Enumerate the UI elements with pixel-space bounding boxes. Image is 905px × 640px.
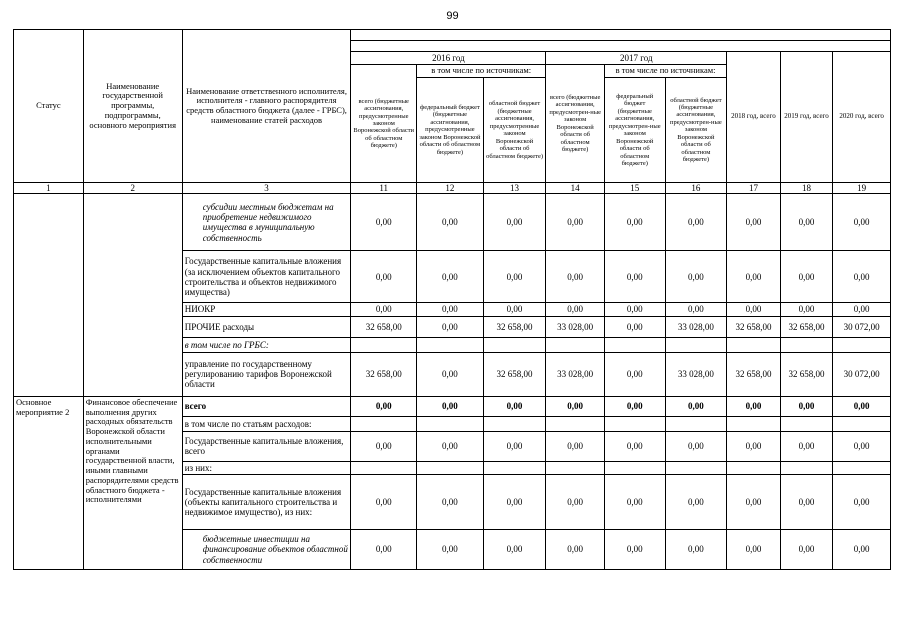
value-cell	[351, 416, 417, 431]
value-cell: 0,00	[417, 475, 484, 530]
row-label: субсидии местным бюджетам на приобретение недвижимого имущества в муниципальную собственность	[182, 194, 351, 251]
row-label: всего	[182, 396, 351, 416]
value-cell: 0,00	[483, 431, 546, 461]
value-cell: 0,00	[351, 251, 417, 303]
value-cell: 0,00	[780, 431, 833, 461]
value-cell: 0,00	[604, 303, 665, 316]
header-year-2016: 2016 год	[351, 52, 546, 65]
budget-table	[13, 29, 891, 570]
value-cell: 0,00	[604, 194, 665, 251]
value-cell: 0,00	[727, 303, 781, 316]
value-cell: 0,00	[351, 530, 417, 570]
header-blank-second	[351, 41, 891, 52]
row-label: ПРОЧИЕ расходы	[182, 316, 351, 337]
value-cell	[727, 337, 781, 352]
value-cell: 0,00	[727, 431, 781, 461]
value-cell	[417, 416, 484, 431]
value-cell: 0,00	[604, 475, 665, 530]
value-cell: 32 658,00	[351, 316, 417, 337]
value-cell: 0,00	[833, 303, 891, 316]
value-cell: 32 658,00	[483, 352, 546, 396]
col-num: 1	[14, 183, 84, 194]
value-cell: 0,00	[604, 251, 665, 303]
status-main-event-2: Основное мероприятие 2	[14, 396, 84, 569]
header-executor: Наименование ответственного исполнителя, исполнителя - главного распорядителя средств областного бюджета (далее - ГРБС), наименование статей расходов	[182, 30, 351, 183]
value-cell	[351, 461, 417, 474]
header-total-2017: всего (бюджетные ассигнования, предусмотрен-ные законом Воронежской области об областном бюджете)	[546, 65, 605, 183]
value-cell: 0,00	[780, 194, 833, 251]
value-cell: 0,00	[417, 303, 484, 316]
value-cell	[727, 416, 781, 431]
value-cell: 33 028,00	[665, 316, 727, 337]
value-cell: 0,00	[780, 303, 833, 316]
value-cell: 0,00	[604, 431, 665, 461]
value-cell: 0,00	[483, 396, 546, 416]
col-num: 2	[83, 183, 182, 194]
value-cell: 30 072,00	[833, 352, 891, 396]
value-cell: 33 028,00	[546, 352, 605, 396]
value-cell: 0,00	[780, 530, 833, 570]
value-cell: 0,00	[417, 352, 484, 396]
value-cell: 0,00	[780, 396, 833, 416]
value-cell: 33 028,00	[665, 352, 727, 396]
header-2018: 2018 год, всего	[727, 52, 781, 183]
row-label: в том числе по статьям расходов:	[182, 416, 351, 431]
value-cell: 0,00	[780, 251, 833, 303]
value-cell: 0,00	[665, 431, 727, 461]
header-status: Статус	[14, 30, 84, 183]
value-cell: 0,00	[417, 431, 484, 461]
program-cell-empty	[83, 194, 182, 396]
value-cell	[833, 337, 891, 352]
value-cell: 0,00	[351, 475, 417, 530]
value-cell	[833, 461, 891, 474]
col-num: 3	[182, 183, 351, 194]
col-num: 19	[833, 183, 891, 194]
value-cell: 0,00	[546, 530, 605, 570]
value-cell	[483, 461, 546, 474]
value-cell: 0,00	[604, 316, 665, 337]
header-federal-2016: федеральный бюджет (бюджетные ассигнования, предусмотренные законом Воронежской области об областном бюджете)	[417, 78, 484, 183]
value-cell: 33 028,00	[546, 316, 605, 337]
header-2019: 2019 год, всего	[780, 52, 833, 183]
col-num: 12	[417, 183, 484, 194]
value-cell: 0,00	[604, 396, 665, 416]
header-total-2016: всего (бюджетные ассигнования, предусмотренные законом Воронежской области об областном бюджете)	[351, 65, 417, 183]
value-cell: 0,00	[546, 194, 605, 251]
value-cell: 0,00	[665, 251, 727, 303]
value-cell: 0,00	[351, 431, 417, 461]
header-2020: 2020 год, всего	[833, 52, 891, 183]
value-cell	[483, 416, 546, 431]
row-label: управление по государственному регулированию тарифов Воронежской области	[182, 352, 351, 396]
value-cell: 0,00	[351, 396, 417, 416]
header-sources-2017: в том числе по источникам:	[604, 65, 726, 78]
value-cell	[604, 416, 665, 431]
value-cell: 0,00	[417, 316, 484, 337]
header-sources-2016: в том числе по источникам:	[417, 65, 546, 78]
value-cell: 0,00	[665, 530, 727, 570]
header-regional-2016: областной бюджет (бюджетные ассигнования, предусмотренные законом Воронежской области об областном бюджете)	[483, 78, 546, 183]
value-cell: 32 658,00	[351, 352, 417, 396]
header-program: Наименование государственной программы, подпрограммы, основного мероприятия	[83, 30, 182, 183]
value-cell: 0,00	[665, 475, 727, 530]
row-label: бюджетные инвестиции на финансирование объектов областной собственности	[182, 530, 351, 570]
value-cell: 0,00	[483, 251, 546, 303]
col-num: 17	[727, 183, 781, 194]
value-cell: 0,00	[546, 431, 605, 461]
value-cell: 32 658,00	[780, 352, 833, 396]
value-cell: 0,00	[417, 251, 484, 303]
value-cell	[417, 337, 484, 352]
value-cell: 0,00	[351, 303, 417, 316]
value-cell: 0,00	[546, 396, 605, 416]
value-cell: 0,00	[833, 251, 891, 303]
value-cell	[665, 416, 727, 431]
value-cell: 32 658,00	[780, 316, 833, 337]
value-cell: 32 658,00	[727, 316, 781, 337]
header-blank-top	[351, 30, 891, 41]
value-cell: 0,00	[665, 194, 727, 251]
value-cell: 0,00	[483, 303, 546, 316]
header-federal-2017: федеральный бюджет (бюджетные ассигнования, предусмотрен-ные законом Воронежской области об областном бюджете)	[604, 78, 665, 183]
value-cell: 0,00	[417, 530, 484, 570]
value-cell: 0,00	[604, 530, 665, 570]
value-cell: 0,00	[417, 194, 484, 251]
value-cell: 0,00	[833, 194, 891, 251]
column-number-row	[14, 183, 891, 194]
value-cell: 0,00	[546, 251, 605, 303]
program-main-event-2: Финансовое обеспечение выполнения других расходных обязательств Воронежской области исполнительными органами государственной власти, иными главными распорядителями средств областного бюджета - исполнителями	[83, 396, 182, 569]
value-cell	[604, 461, 665, 474]
value-cell	[665, 461, 727, 474]
col-num: 18	[780, 183, 833, 194]
value-cell: 0,00	[833, 431, 891, 461]
row-label: Государственные капитальные вложения (за исключением объектов капитального строительства и объектов недвижимого имущества)	[182, 251, 351, 303]
value-cell: 0,00	[727, 530, 781, 570]
value-cell: 0,00	[483, 475, 546, 530]
value-cell: 0,00	[833, 475, 891, 530]
page-number: 99	[446, 10, 459, 22]
value-cell: 0,00	[483, 530, 546, 570]
value-cell: 0,00	[604, 352, 665, 396]
table-row	[14, 396, 891, 416]
value-cell	[780, 337, 833, 352]
value-cell	[483, 337, 546, 352]
table-row	[14, 194, 891, 251]
value-cell: 0,00	[780, 475, 833, 530]
row-label: Государственные капитальные вложения (объекты капитального строительства и недвижимое имущество), из них:	[182, 475, 351, 530]
value-cell: 0,00	[833, 530, 891, 570]
value-cell	[604, 337, 665, 352]
row-label: НИОКР	[182, 303, 351, 316]
value-cell	[665, 337, 727, 352]
value-cell: 0,00	[727, 251, 781, 303]
value-cell: 0,00	[546, 303, 605, 316]
header-year-2017: 2017 год	[546, 52, 727, 65]
value-cell	[833, 416, 891, 431]
status-cell-empty	[14, 194, 84, 396]
col-num: 15	[604, 183, 665, 194]
value-cell	[780, 416, 833, 431]
value-cell: 0,00	[833, 396, 891, 416]
value-cell	[546, 461, 605, 474]
col-num: 16	[665, 183, 727, 194]
value-cell: 0,00	[665, 303, 727, 316]
row-label: Государственные капитальные вложения, всего	[182, 431, 351, 461]
value-cell: 0,00	[727, 396, 781, 416]
row-label: из них:	[182, 461, 351, 474]
col-num: 13	[483, 183, 546, 194]
value-cell: 0,00	[727, 194, 781, 251]
value-cell: 0,00	[665, 396, 727, 416]
value-cell	[546, 416, 605, 431]
value-cell: 0,00	[351, 194, 417, 251]
value-cell: 32 658,00	[727, 352, 781, 396]
value-cell: 0,00	[727, 475, 781, 530]
value-cell: 32 658,00	[483, 316, 546, 337]
header-regional-2017: областной бюджет (бюджетные ассигнования, предусмотрен-ные законом Воронежской области об областном бюджете)	[665, 78, 727, 183]
value-cell	[727, 461, 781, 474]
col-num: 14	[546, 183, 605, 194]
value-cell: 0,00	[417, 396, 484, 416]
value-cell	[546, 337, 605, 352]
value-cell: 0,00	[546, 475, 605, 530]
value-cell: 30 072,00	[833, 316, 891, 337]
col-num: 11	[351, 183, 417, 194]
value-cell: 0,00	[483, 194, 546, 251]
value-cell	[417, 461, 484, 474]
row-label: в том числе по ГРБС:	[182, 337, 351, 352]
value-cell	[780, 461, 833, 474]
value-cell	[351, 337, 417, 352]
